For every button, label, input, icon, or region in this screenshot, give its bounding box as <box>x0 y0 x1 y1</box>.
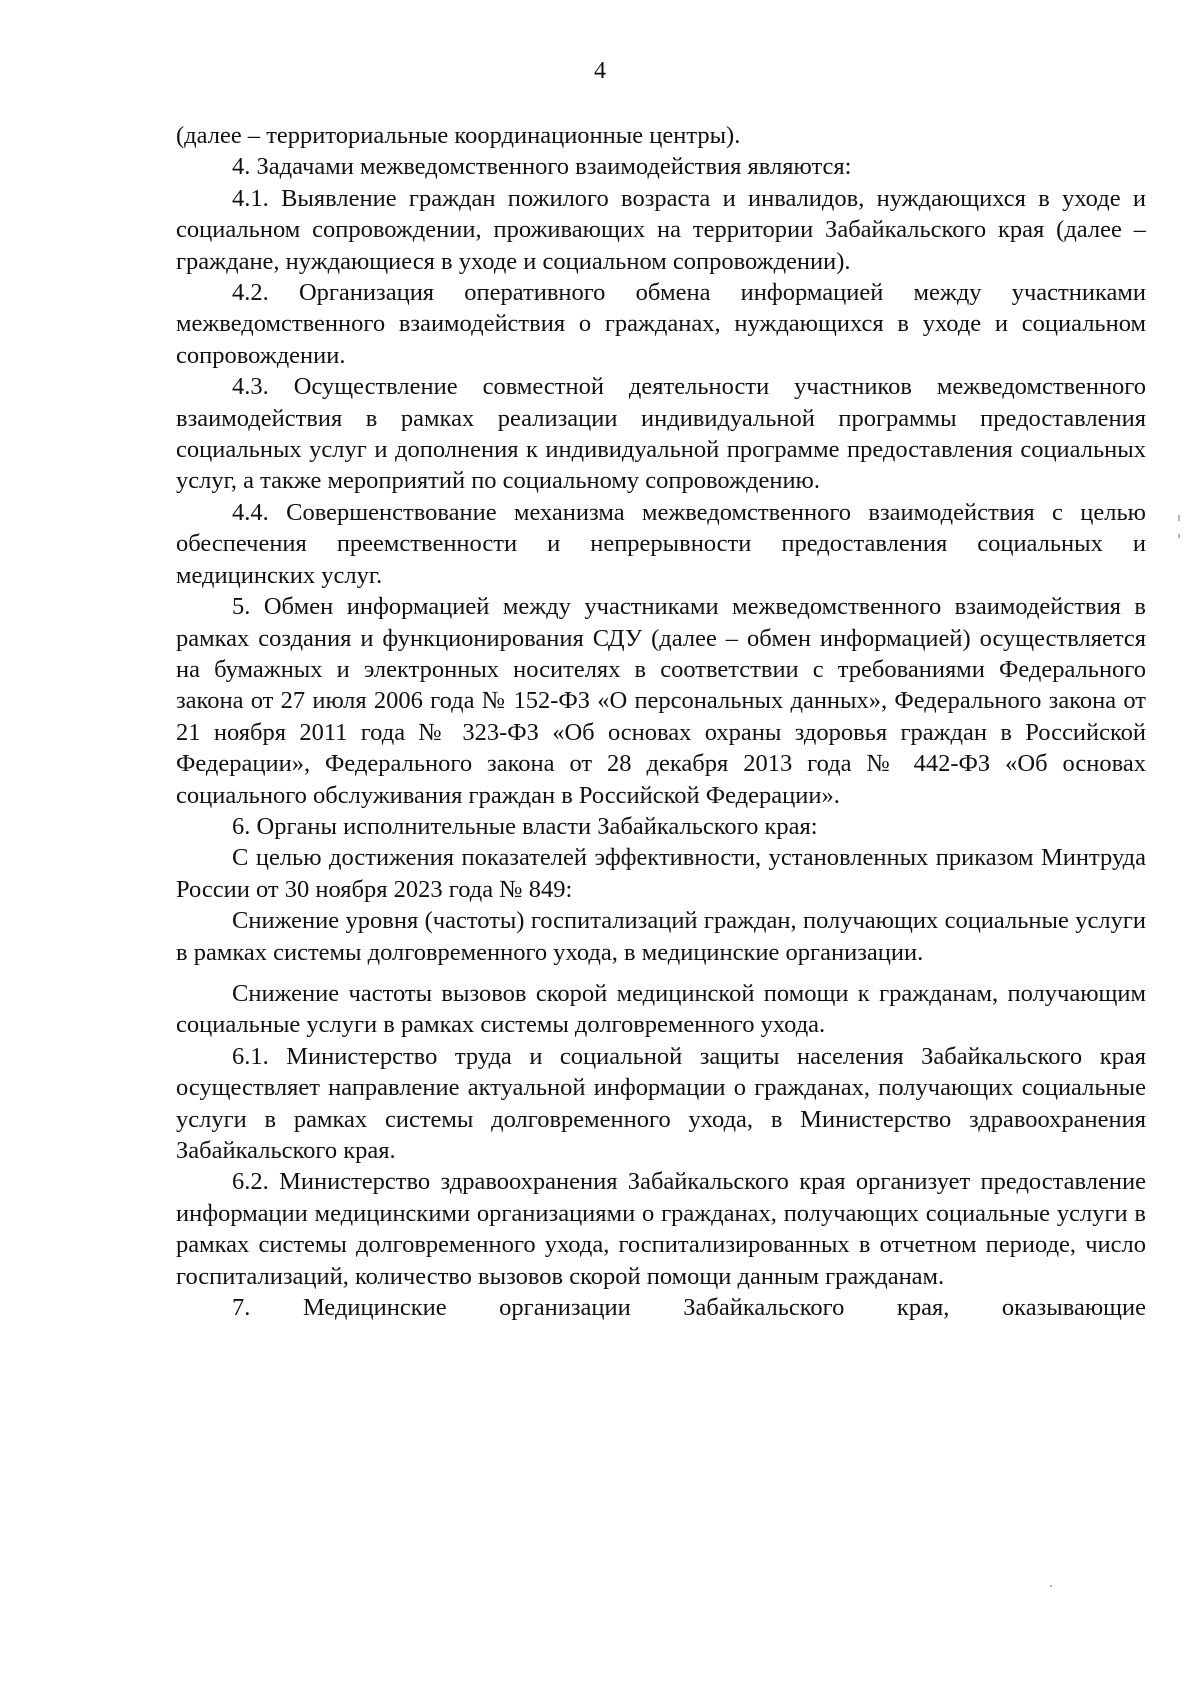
paragraph-6-2: 6.2. Министерство здравоохранения Забайкальского края организует предоставление информации медицинскими организациями о гражданах, получающих социальные услуги в рамках системы долговременного ухода, госпитализированных в отчетном периоде, число госпитализаций, количество вызовов скорой помощи данным гражданам. <box>176 1168 1146 1290</box>
paragraph-4-heading: 4. Задачами межведомственного взаимодействия являются: <box>232 153 852 181</box>
paragraph-6-indicator-ambulance: Снижение частоты вызовов скорой медицинской помощи к гражданам, получающим социальные услуги в рамках системы долговременного ухода. <box>176 979 1146 1039</box>
document-body <box>176 120 1146 1323</box>
paragraph-4-1: 4.1. Выявление граждан пожилого возраста и инвалидов, нуждающихся в уходе и социальном сопровождении, проживающих на территории Забайкальского края (далее – граждане, нуждающиеся в уходе и социальном сопровождении). <box>176 184 1146 275</box>
scan-speck <box>1178 515 1180 521</box>
paragraph-7: 7. Медицинские организации Забайкальского края, оказывающие <box>232 1294 1146 1322</box>
paragraph-4-4: 4.4. Совершенствование механизма межведомственного взаимодействия с целью обеспечения преемственности и непрерывности предоставления социальных и медицинских услуг. <box>176 498 1146 589</box>
scan-speck <box>1178 534 1180 538</box>
scan-speck <box>1050 1585 1052 1587</box>
paragraph-4-3: 4.3. Осуществление совместной деятельности участников межведомственного взаимодействия в рамках реализации индивидуальной программы предоставления социальных услуг и дополнения к индивидуальной программе предоставления социальных услуг, а также мероприятий по социальному сопровождению. <box>176 373 1146 495</box>
paragraph-4-2: 4.2. Организация оперативного обмена информацией между участниками межведомственного взаимодействия о гражданах, нуждающихся в уходе и социальном сопровождении. <box>176 279 1146 369</box>
page-number: 4 <box>594 58 606 84</box>
paragraph-6-1: 6.1. Министерство труда и социальной защиты населения Забайкальского края осуществляет направление актуальной информации о гражданах, получающих социальные услуги в рамках системы долговременного ухода, в Министерство здравоохранения Забайкальского края. <box>176 1042 1146 1164</box>
paragraph-6-heading: 6. Органы исполнительные власти Забайкальского края: <box>232 812 818 840</box>
paragraph-6-indicator-hospitalization: Снижение уровня (частоты) госпитализаций граждан, получающих социальные услуги в рамках системы долговременного ухода, в медицинские организации. <box>176 907 1146 966</box>
paragraph-5: 5. Обмен информацией между участниками межведомственного взаимодействия в рамках создания и функционирования СДУ (далее – обмен информацией) осуществляется на бумажных и электронных носителях в соответствии с требованиями Федерального закона от 27 июля 2006 года № 152-ФЗ «О персональных данных», Федерального закона от 21 ноября 2011 года № 323-ФЗ «Об основах охраны здоровья граждан в Российской Федерации», Федерального закона от 28 декабря 2013 года № 442-ФЗ «Об основах социального обслуживания граждан в Российской Федерации». <box>176 593 1146 809</box>
paragraph-continuation: (далее – территориальные координационные центры). <box>176 122 741 149</box>
paragraph-6-purpose: С целью достижения показателей эффективности, установленных приказом Минтруда России от 30 ноября 2023 года № 849: <box>176 844 1146 903</box>
